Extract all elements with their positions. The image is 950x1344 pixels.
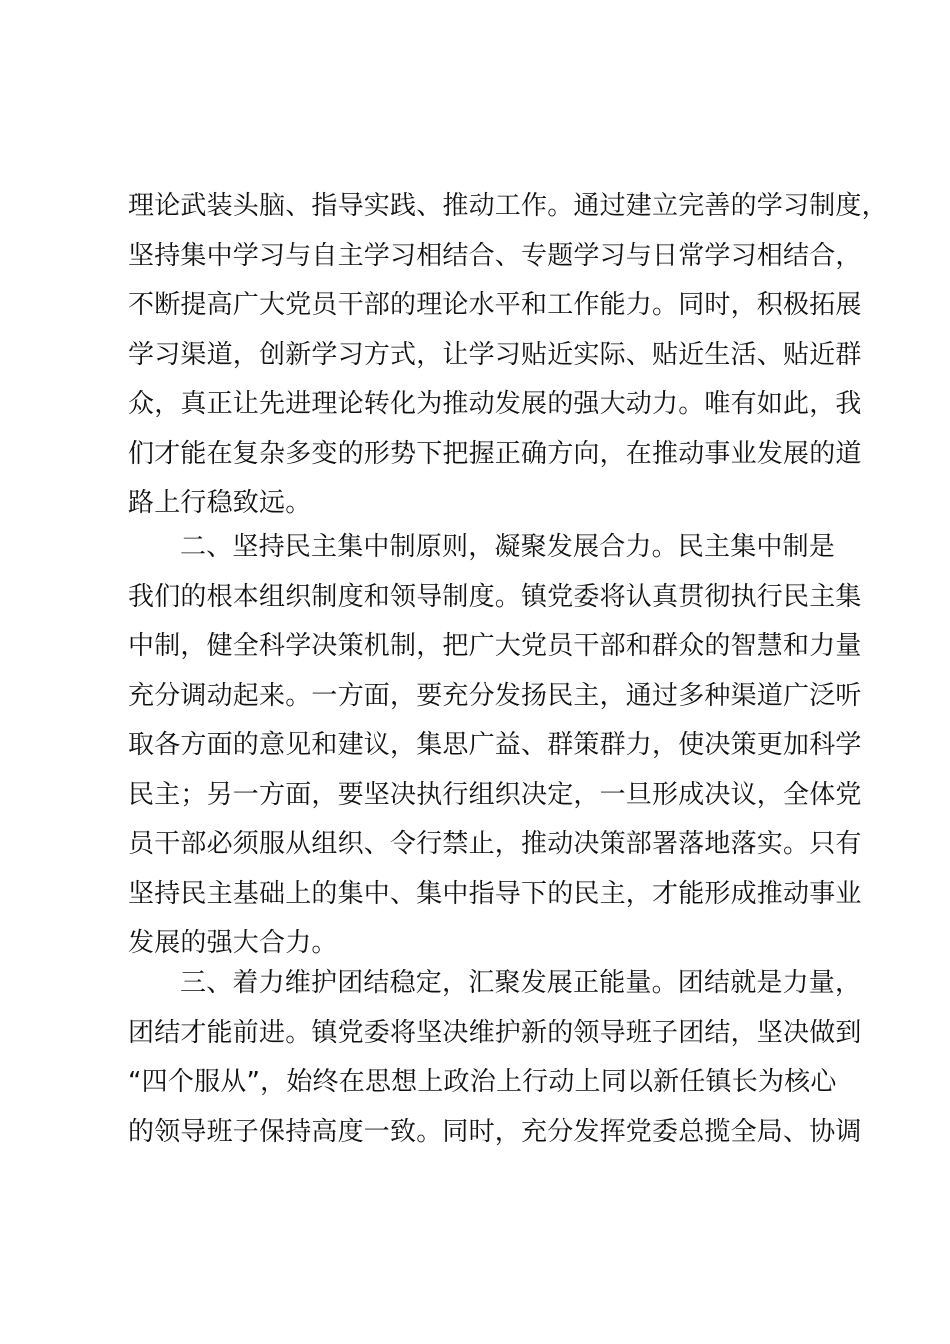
- paragraph-theory-study: [128, 182, 888, 529]
- text-line: 三、着力维护团结稳定，汇聚发展正能量。团结就是力量，: [180, 968, 862, 998]
- text-line: 充分调动起来。一方面，要充分发扬民主，通过多种渠道广泛听: [128, 680, 862, 711]
- paragraph-democratic-centralism: [128, 523, 862, 969]
- text-line: 们才能在复杂多变的形势下把握正确方向，在推动事业发展的道: [128, 438, 862, 469]
- text-line: 我们的根本组织制度和领导制度。镇党委将认真贯彻执行民主集: [128, 581, 862, 612]
- text-line: 的领导班子保持高度一致。同时，充分发挥党委总揽全局、协调: [128, 1116, 862, 1147]
- paragraph-unity-stability: [128, 959, 862, 1157]
- text-line: 民主；另一方面，要坚决执行组织决定，一旦形成决议，全体党: [128, 779, 862, 810]
- text-line: 取各方面的意见和建议，集思广益、群策群力，使决策更加科学: [128, 730, 862, 760]
- text-line: 发展的强大合力。: [128, 928, 338, 958]
- text-line: 学习渠道，创新学习方式，让学习贴近实际、贴近生活、贴近群: [128, 339, 862, 370]
- text-line: 坚持集中学习与自主学习相结合、专题学习与日常学习相结合，: [128, 240, 862, 271]
- text-line: 二、坚持民主集中制原则，凝聚发展合力。民主集中制是: [180, 532, 836, 562]
- text-line: 众，真正让先进理论转化为推动发展的强大动力。唯有如此，我: [128, 389, 862, 419]
- text-line: 员干部必须服从组织、令行禁止，推动决策部署落地落实。只有: [128, 829, 862, 859]
- text-line: 不断提高广大党员干部的理论水平和工作能力。同时，积极拓展: [128, 290, 862, 320]
- text-line: 理论武装头脑、指导实践、推动工作。通过建立完善的学习制度，: [128, 191, 888, 221]
- text-line: 团结才能前进。镇党委将坚决维护新的领导班子团结，坚决做到: [128, 1017, 862, 1048]
- text-line: 中制，健全科学决策机制，把广大党员干部和群众的智慧和力量: [128, 631, 862, 661]
- text-line: 路上行稳致远。: [128, 488, 312, 518]
- text-line: 坚持民主基础上的集中、集中指导下的民主，才能形成推动事业: [128, 878, 862, 909]
- text-line: “四个服从”，始终在思想上政治上行动上同以新任镇长为核心: [128, 1067, 837, 1097]
